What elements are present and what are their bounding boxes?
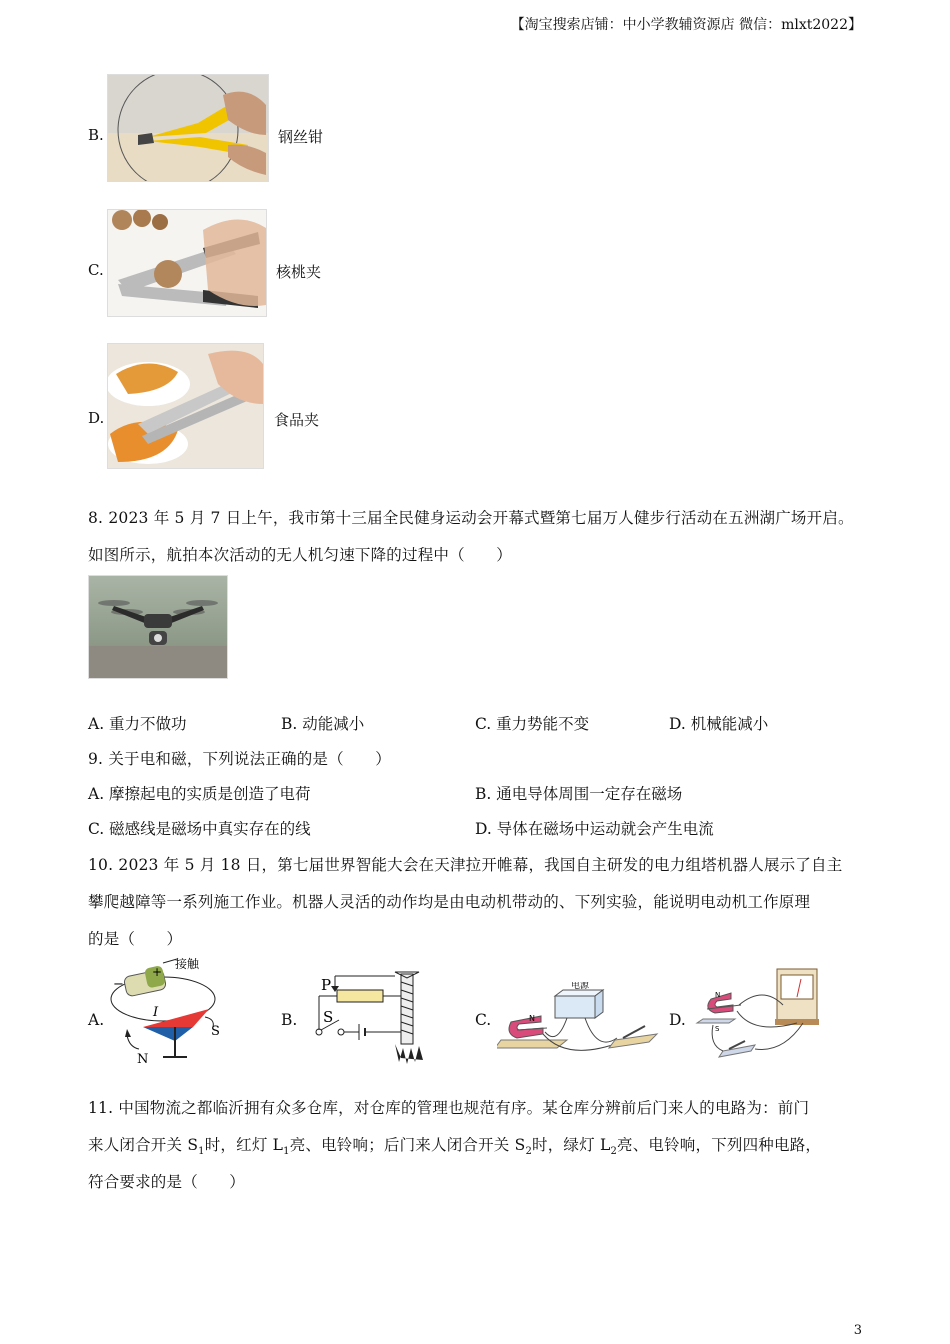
oersted-experiment-figure [105, 957, 225, 1065]
q8-option-c: C. 重力势能不变 [475, 715, 590, 733]
option-b-letter: B. [88, 126, 104, 144]
food-tongs-image [107, 343, 264, 469]
q8-option-b: B. 动能减小 [281, 715, 365, 733]
electromagnet-circuit-figure [315, 968, 445, 1068]
fig-b-p: P [321, 976, 332, 994]
motor-principle-figure [497, 982, 659, 1052]
nutcracker-image [107, 209, 267, 317]
fig-d-n: N [715, 991, 721, 999]
q11-stem-line3: 符合要求的是（ ） [88, 1173, 246, 1191]
q9-option-c: C. 磁感线是磁场中真实存在的线 [88, 820, 311, 838]
q9-stem: 9. 关于电和磁，下列说法正确的是（ ） [88, 750, 391, 768]
q10-stem-line1: 10. 2023 年 5 月 18 日，第七届世界智能大会在天津拉开帷幕，我国自主研发的电力组塔机器人展示了自主 [88, 856, 843, 874]
q10-stem-line3: 的是（ ） [88, 930, 183, 948]
drone-image [88, 575, 228, 679]
q8-stem-line2: 如图所示，航拍本次活动的无人机匀速下降的过程中（ ） [88, 546, 512, 564]
option-c-label: 核桃夹 [276, 263, 322, 281]
fig-a-south: S [211, 1024, 220, 1039]
q10-label-b: B. [281, 1011, 298, 1029]
q9-option-d: D. 导体在磁场中运动就会产生电流 [475, 820, 714, 838]
fig-a-current: I [153, 1005, 159, 1020]
generator-principle-figure [693, 965, 823, 1061]
fig-c-n: N [529, 1014, 535, 1023]
q10-stem-line2: 攀爬越障等一系列施工作业。机器人灵活的动作均是由电动机带动的、下列实验，能说明电动机工作原理 [88, 893, 811, 911]
q11-stem-line1: 11. 中国物流之都临沂拥有众多仓库，对仓库的管理也规范有序。某仓库分辨前后门来人的电路为：前门 [88, 1099, 810, 1117]
fig-a-north: N [137, 1052, 149, 1065]
page-number: 3 [853, 1323, 862, 1338]
fig-a-plus: + [152, 965, 163, 979]
q11-stem-line2: 来人闭合开关 $S_1$时，红灯 $L_1$亮、电铃响；后门来人闭合开关 $S_2$时，绿灯 $L_2$亮、电铃响，下列四种电路， [88, 1136, 822, 1158]
fig-c-power: 电源 [571, 982, 590, 991]
option-d-label: 食品夹 [274, 411, 320, 429]
q9-option-b: B. 通电导体周围一定存在磁场 [475, 785, 683, 803]
option-d-letter: D. [88, 409, 105, 427]
pliers-image [107, 74, 269, 182]
fig-a-contact: 接触 [175, 957, 200, 971]
fig-d-s: S [715, 1025, 720, 1033]
q10-label-c: C. [475, 1011, 492, 1029]
q8-option-a: A. 重力不做功 [88, 715, 187, 733]
option-b-label: 钢丝钳 [278, 128, 324, 146]
q8-stem-line1: 8. 2023 年 5 月 7 日上午，我市第十三届全民健身运动会开幕式暨第七届万人健步行活动在五洲湖广场开启。 [88, 509, 854, 527]
fig-a-minus: − [113, 977, 124, 992]
q9-option-a: A. 摩擦起电的实质是创造了电荷 [88, 785, 311, 803]
q8-option-d: D. 机械能减小 [669, 715, 769, 733]
option-c-letter: C. [88, 261, 104, 279]
fig-b-s: S [323, 1008, 334, 1026]
q10-label-a: A. [88, 1011, 105, 1029]
page-header: 【淘宝搜索店铺：中小学教辅资源店 微信：mlxt2022】 [510, 17, 862, 33]
q10-label-d: D. [669, 1011, 686, 1029]
